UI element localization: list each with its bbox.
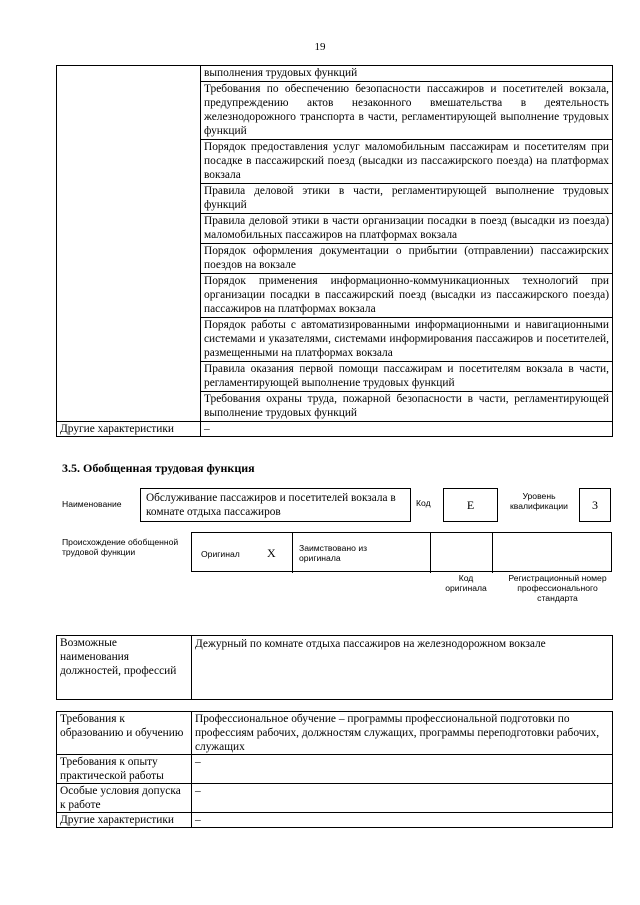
level-value: 3 <box>579 488 611 522</box>
table-row <box>57 66 613 82</box>
name-label: Наименование <box>62 499 122 509</box>
reg-number-cell <box>492 533 611 573</box>
original-code-label: Код оригинала <box>445 573 487 593</box>
code-label: Код <box>416 498 431 508</box>
requirements-table <box>56 711 613 828</box>
other-value: – <box>192 813 613 828</box>
positions-label: Возможные наименования должностей, профессий <box>57 636 192 700</box>
table-row <box>57 712 613 755</box>
other-characteristics-value: – <box>201 422 613 437</box>
education-label: Требования к образованию и обучению <box>57 712 192 755</box>
other-label: Другие характеристики <box>57 813 192 828</box>
table-row <box>57 755 613 784</box>
origin-label: Происхождение обобщенной трудовой функции <box>62 537 179 557</box>
knowledge-item: выполнения трудовых функций <box>201 66 613 82</box>
knowledge-item: Порядок предоставления услуг маломобильным пассажирам и посетителям при посадке в пассажирский поезд (высадки из пассажирского поезда) на платформах вокзала <box>201 140 613 184</box>
knowledge-item: Правила деловой этики в части организации посадки в поезд (высадки из поезда) маломобильных пассажиров на платформах вокзала <box>201 214 613 244</box>
knowledge-item: Требования охраны труда, пожарной безопасности в части, регламентирующей выполнение трудовых функций <box>201 392 613 422</box>
admission-value: – <box>192 784 613 813</box>
original-label: Оригинал <box>201 549 240 559</box>
section-heading: 3.5. Обобщенная трудовая функция <box>62 461 255 475</box>
education-value: Профессиональное обучение – программы профессиональной подготовки по профессиям рабочих, должностям служащих, программы переподготовки рабочих, служащих <box>192 712 613 755</box>
knowledge-item: Порядок работы с автоматизированными информационными и навигационными системами и указателями, системами информирования пассажиров и посетителей, размещенными на платформах вокзала <box>201 318 613 362</box>
code-value: E <box>443 488 498 522</box>
knowledge-item: Правила оказания первой помощи пассажирам и посетителям вокзала в части, регламентирующей выполнение трудовых функций <box>201 362 613 392</box>
borrowed-label: Заимствовано из оригинала <box>299 543 368 563</box>
admission-label: Особые условия допуска к работе <box>57 784 192 813</box>
table-row <box>57 784 613 813</box>
table-left-cell <box>57 66 201 422</box>
experience-label: Требования к опыту практической работы <box>57 755 192 784</box>
positions-value: Дежурный по комнате отдыха пассажиров на железнодорожном вокзале <box>192 636 613 700</box>
knowledge-item: Порядок оформления документации о прибытии (отправлении) пассажирских поездов на вокзале <box>201 244 613 274</box>
table-row <box>57 813 613 828</box>
other-characteristics-label: Другие характеристики <box>57 422 201 437</box>
knowledge-item: Порядок применения информационно-коммуникационных технологий при организации посадки в пассажирский поезд (высадки из пассажирского поезда) пассажиров на платформах вокзала <box>201 274 613 318</box>
table-row <box>57 422 613 437</box>
origin-table <box>191 532 612 572</box>
reg-number-label: Регистрационный номер профессионального стандарта <box>508 573 607 603</box>
original-mark: X <box>267 546 276 560</box>
knowledge-item: Правила деловой этики в части, регламентирующей выполнение трудовых функций <box>201 184 613 214</box>
positions-table <box>56 635 613 700</box>
table-row <box>57 636 613 700</box>
experience-value: – <box>192 755 613 784</box>
original-code-cell <box>430 533 492 573</box>
level-label: Уровень квалификации <box>510 491 568 511</box>
knowledge-table <box>56 65 613 437</box>
page-number: 19 <box>314 41 326 53</box>
borrowed-cell <box>292 533 430 573</box>
knowledge-item: Требования по обеспечению безопасности пассажиров и посетителей вокзала, предупреждению актов незаконного вмешательства в деятельность железнодорожного транспорта в части, регламентирующей выполнение трудовых функций <box>201 82 613 140</box>
original-cell <box>192 533 292 573</box>
name-value: Обслуживание пассажиров и посетителей вокзала в комнате отдыха пассажиров <box>140 488 411 522</box>
